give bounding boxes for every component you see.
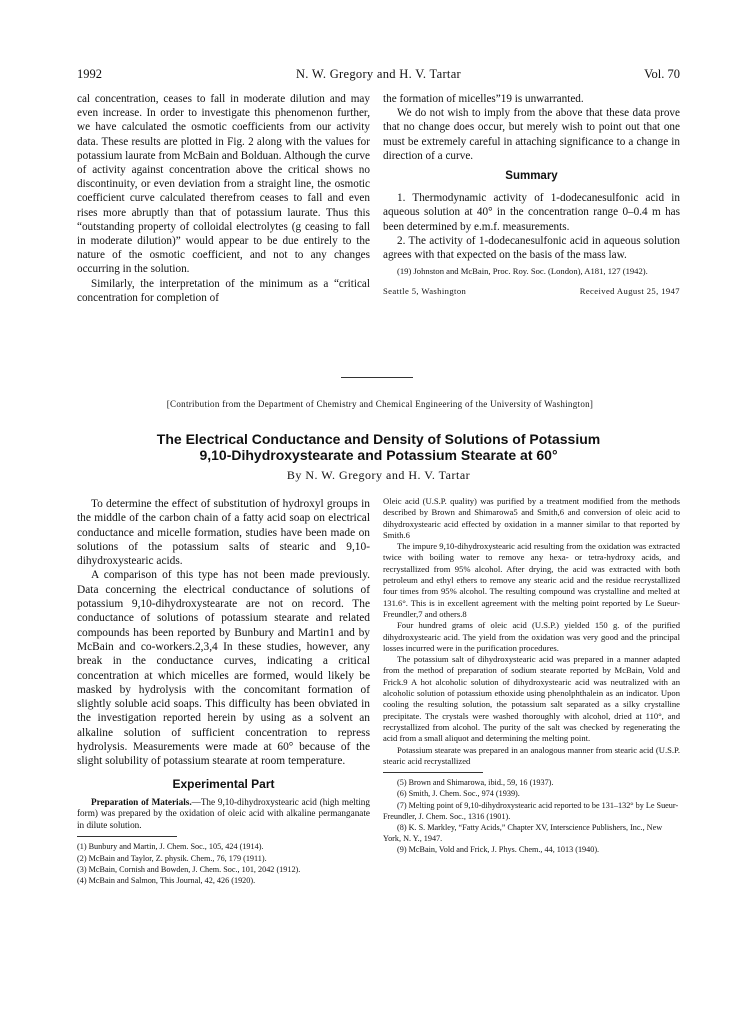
paragraph: cal concentration, ceases to fall in moderate dilution and may even increase. In order to investigate this phenomenon further, we have calculated the osmotic coefficients from our activity data. These results are plotted in Fig. 2 along with the values for potassium laurate from McBain and Bolduan. Although the curve of activity against concentration above the critical shows no discontinuity, or even deviation from a straight line, the osmotic coefficient curve calculated therefrom ceases to fall and even rises more abruptly than that of potassium laurate. Thus this “outstanding property of colloidal electrolytes (g ceasing to fall in moderate dilution)” would appear to be due entirely to the nature of the osmotic coefficient, and not to any changes occurring in the solution. (77, 93, 370, 276)
paragraph: the formation of micelles”19 is unwarranted. (383, 93, 584, 105)
run-in-heading: Preparation of Materials. (91, 796, 192, 807)
paragraph: Similarly, the interpretation of the minimum as a “critical concentration for completion of (77, 277, 370, 304)
paragraph: The impure 9,10-dihydroxystearic acid resulting from the oxidation was extracted twice with boiling water to remove any hexa- or tetra-hydroxy acids, and recrystallized from 95% alcohol. After drying, the acid was extracted with both petroleum and ethyl ethers to remove any stearic acid and the residue recrystallized four times from 95% alcohol. The resulting compound was crystalline and melted at 131.6°. This is in excellent agreement with the melting point reported by Le Sueur-Freundler,7 and others.8 (383, 541, 680, 619)
footnote: (8) K. S. Markley, “Fatty Acids,” Chapter XV, Interscience Publishers, Inc., New York, N. Y., 1947. (383, 822, 663, 844)
paragraph: Potassium stearate was prepared in an analogous manner from stearic acid (U.S.P. stearic acid recrystallized (383, 744, 680, 766)
footnote: (19) Johnston and McBain, Proc. Roy. Soc. (London), A181, 127 (1942). (397, 266, 648, 277)
footnote-rule (77, 836, 177, 837)
footnote: (1) Bunbury and Martin, J. Chem. Soc., 105, 424 (1914). (77, 842, 264, 852)
footnote: (7) Melting point of 9,10-dihydroxystearic acid reported to be 131–132° by Le Sueur-Freundler, J. Chem. Soc., 1316 (1901). (383, 800, 679, 821)
paragraph: Oleic acid (U.S.P. quality) was purified by a treatment modified from the methods described by Brown and Shimarowa5 and Smith,6 and conversion of oleic acid to dihydroxystearic acid effected by oxidation in a manner similar to that reported by Smith.6 (383, 496, 680, 540)
page-header (77, 67, 680, 83)
signature-line (383, 284, 680, 298)
byline: By N. W. Gregory and H. V. Tartar (286, 468, 471, 482)
footnote: (4) McBain and Salmon, This Journal, 42, 426 (1920). (77, 876, 256, 886)
top-left-column (77, 92, 370, 305)
summary-heading: Summary (505, 170, 558, 183)
paragraph: The potassium salt of dihydroxystearic acid was prepared in a manner adapted from the method of preparation of sodium stearate reported by McBain, Vold and Frick.9 A hot alcoholic solution of dihydroxystearic acid was neutralized with an alcoholic solution of potassium ethoxide using phenolphthalein as an indicator. Upon cooling the resulting solution, the potassium salt separated as a silky crystalline precipitate. The crystals were washed thoroughly with alcohol, dried at 110°, and recrystallized from alcohol. The purity of the salt was checked by regenerating the acid from a small aliquot and determining the melting point. (383, 654, 680, 744)
experimental-heading: Experimental Part (172, 776, 275, 791)
footnote: (5) Brown and Shimarowa, ibid., 59, 16 (1937). (397, 778, 554, 788)
footnote: (9) McBain, Vold and Frick, J. Phys. Chem., 44, 1013 (1940). (397, 845, 600, 855)
summary-item: 1. Thermodynamic activity of 1-dodecanesulfonic acid in aqueous solution at 40° in the concentration range 0–0.4 m has been determined by e.m.f. measurements. (383, 192, 680, 233)
paragraph: A comparison of this type has not been made previously. Data concerning the electrical conductance of solutions of potassium 9,10-dihydroxystearate are not on record. The conductance of solutions of potassium stearate and related compounds has been reported by Bunbury and Martin1 and by McBain and co-workers.2,3,4 In these studies, however, any break in the conductance curves, indicating a critical concentration at which micelles are formed, would likely be masked by hydrolysis with the concomitant formation of slightly soluble acid soaps. This difficulty has been obviated in the investigation reported herein by using as a solvent an alkaline solution of sufficient concentration to repress hydrolysis. Measurements were made at 60° because of the slight solubility of potassium stearate at room temperature. (77, 569, 370, 768)
paragraph (77, 797, 370, 832)
footnote-rule (383, 772, 483, 773)
title-line: The Electrical Conductance and Density of Solutions of Potassium (156, 431, 601, 447)
contribution-line: [Contribution from the Department of Chemistry and Chemical Engineering of the University of Washington] (166, 399, 594, 409)
summary-item: 2. The activity of 1-dodecanesulfonic acid in aqueous solution agrees with that expected on the basis of the mass law. (383, 234, 680, 262)
running-title: N. W. Gregory and H. V. Tartar (295, 67, 462, 81)
received-date: Received August 25, 1947 (579, 285, 680, 296)
top-right-column (383, 92, 680, 298)
paragraph: Four hundred grams of oleic acid (U.S.P.) yielded 150 g. of the purified dihydroxystearic acid. The yield from the oxidation was very good and the principal losses incurred were in the purification procedures. (383, 620, 680, 653)
bottom-right-column (383, 496, 680, 856)
page-number: 1992 (77, 67, 102, 81)
paragraph: To determine the effect of substitution of hydroxyl groups in the middle of the carbon chain of a fatty acid soap on electrical conductance and micelle formation, studies have been made on solutions of the potassium salts of stearic and 9,10-dihydroxystearic acids. (77, 498, 370, 568)
volume-label: Vol. 70 (644, 67, 680, 81)
footnote: (2) McBain and Taylor, Z. physik. Chem., 76, 179 (1911). (77, 853, 267, 863)
bottom-left-column (77, 497, 370, 886)
footnote: (6) Smith, J. Chem. Soc., 974 (1939). (397, 789, 520, 799)
article-title (77, 431, 680, 463)
title-line: 9,10-Dihydroxystearate and Potassium Stearate at 60° (199, 447, 558, 463)
paragraph-text: —The 9,10-dihydroxystearic acid (high melting form) was prepared by the oxidation of oleic acid with alkaline permanganate in dilute solution. (77, 796, 370, 830)
section-divider (341, 377, 413, 378)
footnote: (3) McBain, Cornish and Bowden, J. Chem. Soc., 101, 2042 (1912). (77, 864, 301, 874)
location: Seattle 5, Washington (383, 285, 467, 296)
paragraph: We do not wish to imply from the above that these data prove that no change does occur, but merely wish to point out that one must be extremely careful in attaching significance to a change in direction of a curve. (383, 107, 680, 162)
